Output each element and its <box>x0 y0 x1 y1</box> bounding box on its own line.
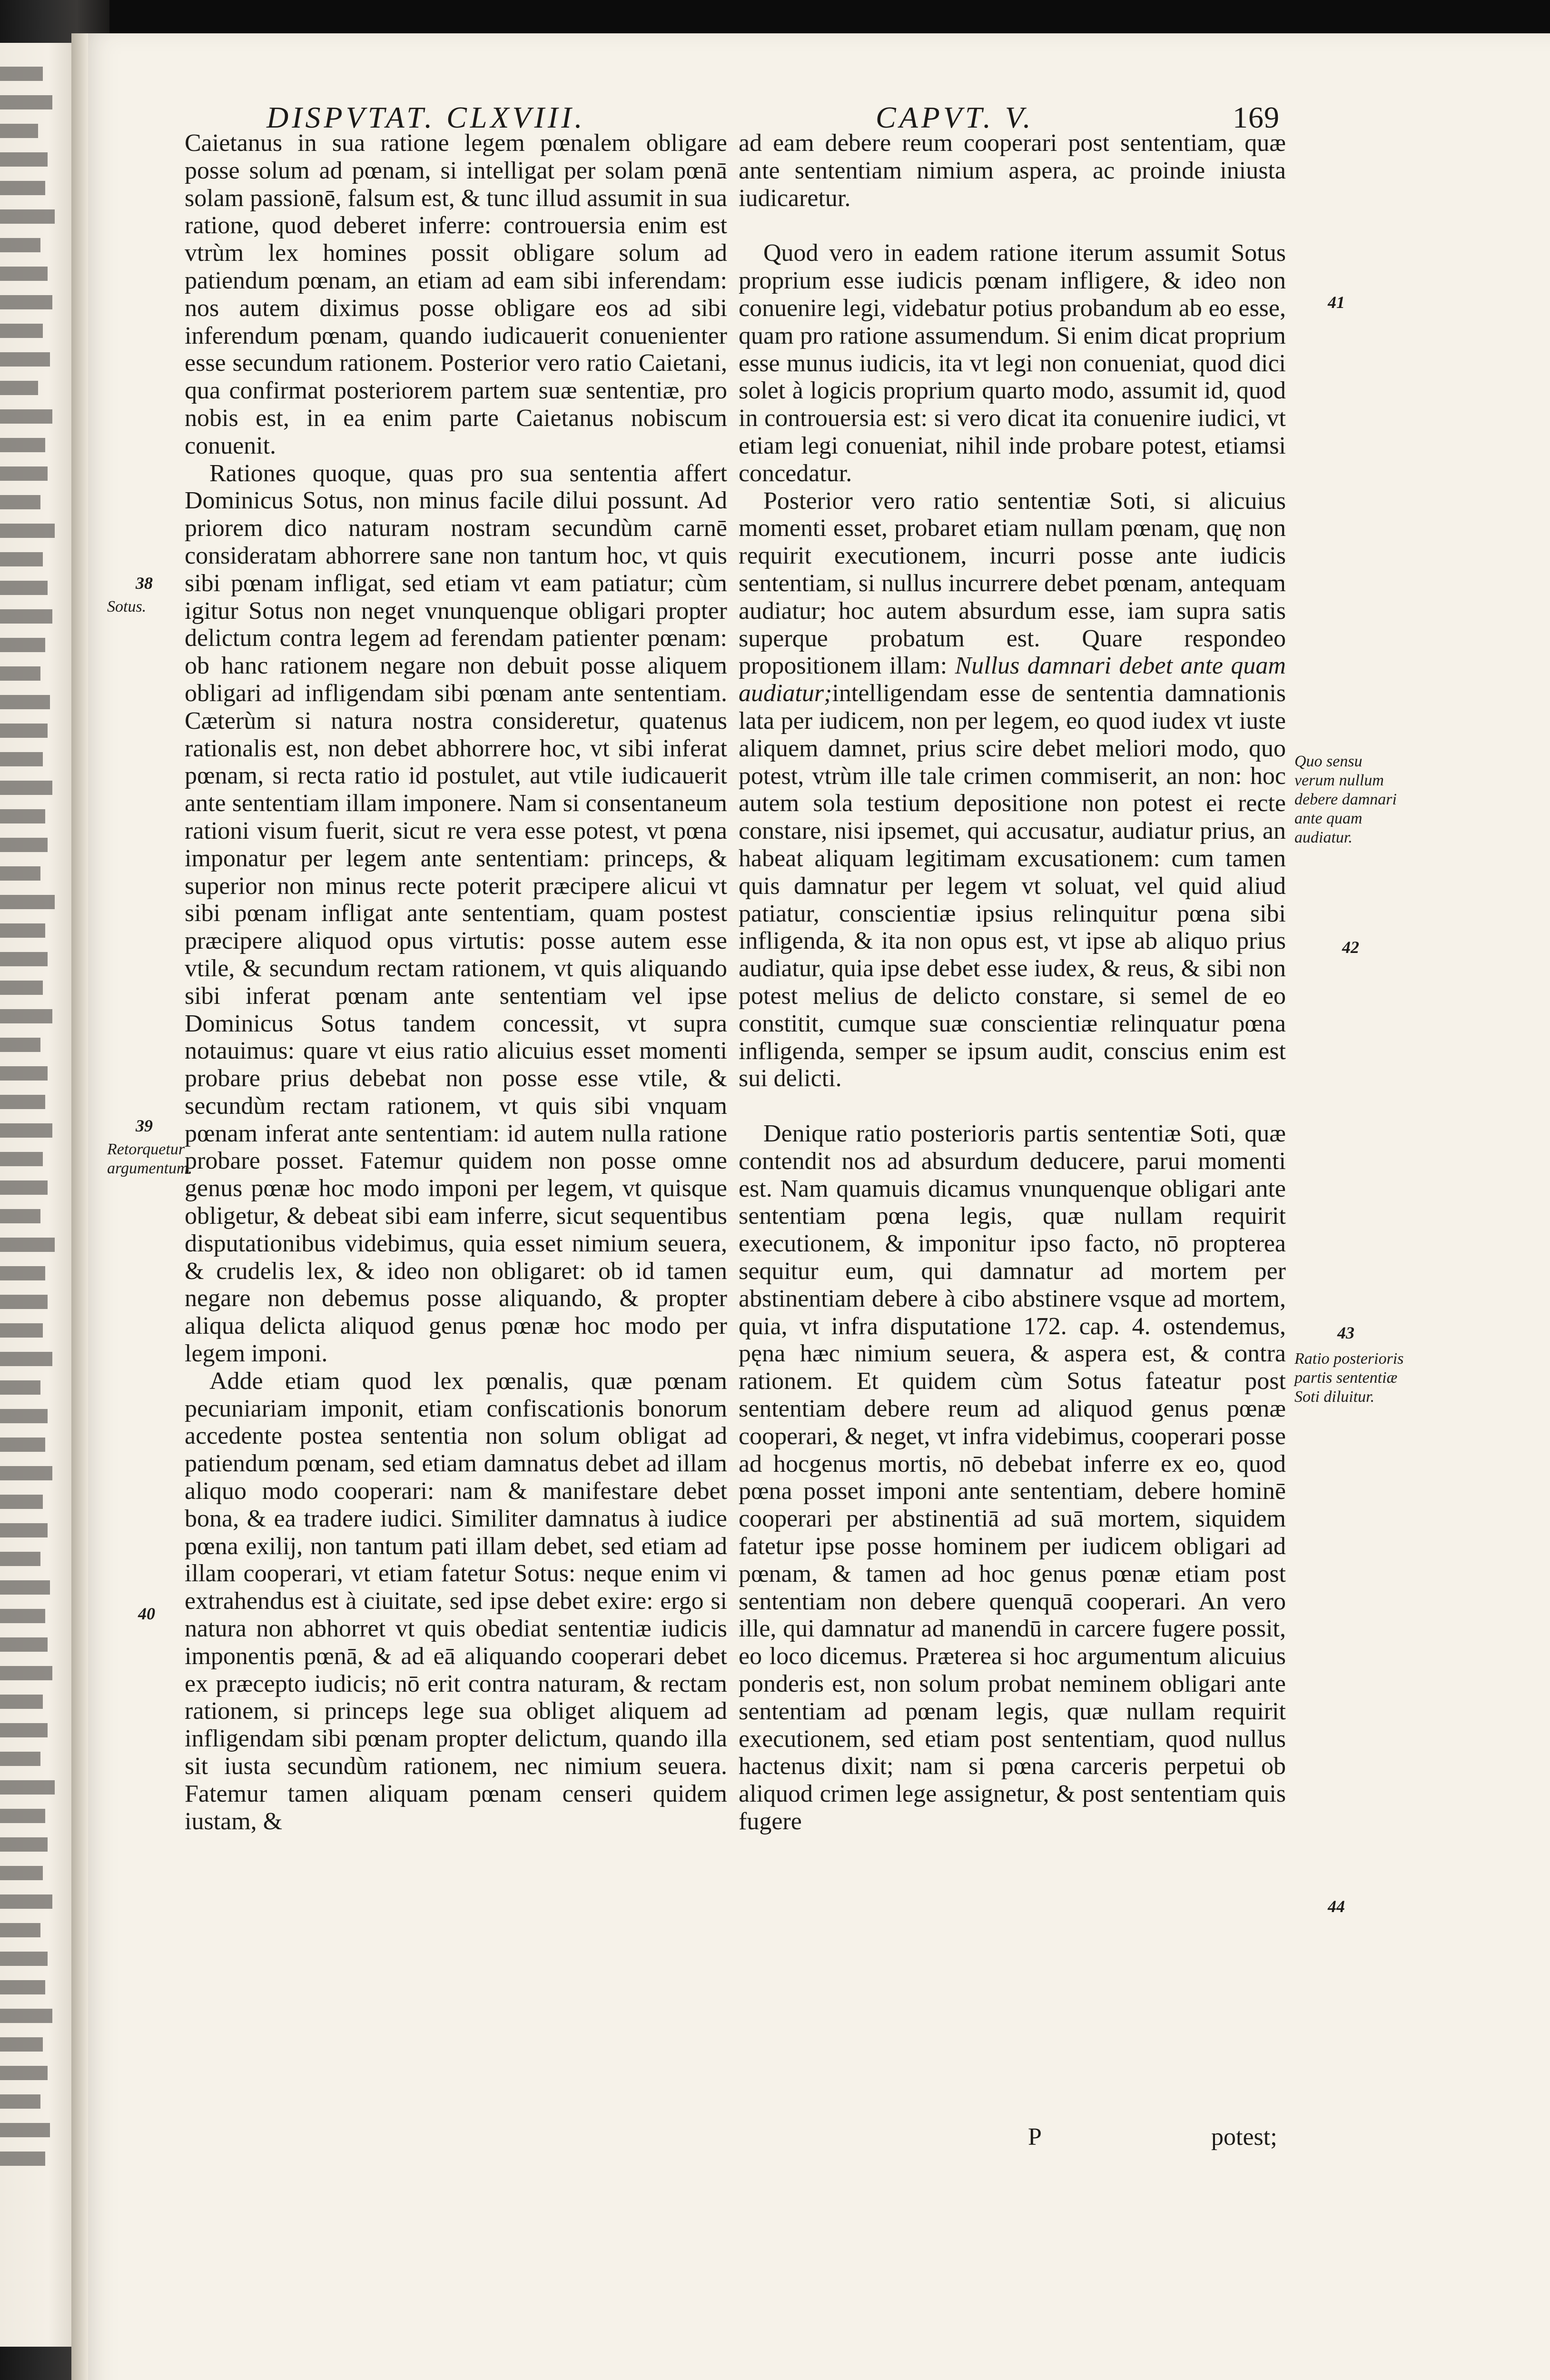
signature-mark: P <box>1028 2123 1042 2151</box>
paragraph: Rationes quoque, quas pro sua sententia affert Dominicus Sotus, non minus facile dilui possunt. Ad priorem dico naturam nostram secundùm carnē consideratam abhorrere sane non tantum hoc, vt quis sibi pœnam infligat, sed etiam vt eam patiatur; cùm igitur Sotus non neget vnunquenque obligari propter delictum contra legem ad ferendam patienter pœnam: ob hanc rationem negare non debuit posse aliquem obligari ad infligendam sibi pœnam ante sententiam. Cæterùm si natura nostra consideretur, quatenus rationalis est, non debet abhorrere hoc, vt sibi inferat pœnam, si recta ratio id postulet, aut vtile iudicauerit ante sententiam illam imponere. Nam si consentaneum rationi visum fuerit, sicut re vera esse potest, vt pœna imponatur per legem ante sententiam: princeps, & superior non minus recte poterit præcipere alicui vt sibi pœnam infligat ante sententiam, quam postest præcipere aliquod opus virtutis: posse autem esse vtile, & secundum rectam rationem, vt quis aliquando sibi inferat pœnam ante sententiam vel ipse Dominicus Sotus tandem concessit, vt supra notauimus: quare vt eius ratio alicuius esset momenti probare prius debebat non posse esse vtile, & secundùm rectam rationem, vt quis sibi vnquam pœnam inferat ante sententiam: id autem nulla ratione probare posset. Fatemur quidem non posse omne genus pœnæ hoc modo imponi per legem, vt quisque obligetur, & debeat sibi eam inferre, sicut sequentibus disputationibus videbimus, quia esset nimium seuera, & crudelis lex, & ideo non obligaret: ob id tamen negare non debemus posse aliquando, & propter aliqua delicta aliquod genus pœnæ hoc modo per legem imponi. <box>185 459 727 1368</box>
margin-note: Retorquetur argumentum. <box>107 1140 193 1177</box>
margin-note: Sotus. <box>107 598 147 615</box>
paragraph: Denique ratio posterioris partis sententiæ Soti, quæ contendit nos ad absurdum deducere, parui momenti est. Nam quamuis dicamus vnunquenque obligari ante sententiam pœna legis, quæ nullam requirit executionem, & imponitur ipso facto, nō propterea sequitur eum, qui damnatur ad mortem per abstinentiam debere à cibo abstinere vsque ad mortem, quia, vt infra disputatione 172. cap. 4. ostendemus, pęna hæc nimium seuera, & aspera est, & contra rationem. Et quidem cùm Sotus fateatur post sententiam debere reum ad aliquod genus pœnæ cooperari, & neget, vt infra videbimus, cooperari posse ad hocgenus mortis, nō debebat inferre ex eo, quod pœna posset imponi ante sententiam, debere hominē cooperari per abstinentiā ad suā mortem, siquidem fatetur ipse posse hominem per iudicem obligari ad pœnam, & tamen ad hoc genus pœnæ etiam post sententiam non debere quenquā cooperari. An vero ille, qui damnatur ad manendū in carcere fugere possit, eo loco dicemus. Præterea si hoc argumentum alicuius ponderis est, non solum probat neminem obligari ante sententiam ad pœnam legis, quæ nullam requirit executionem, sed etiam post sententiam, quod nullus hactenus dixit; nam si pœna carceris perpetui ob aliquod crimen lege assignetur, & post sententiam quis fugere <box>739 1120 1286 1835</box>
right-text-column <box>739 129 1286 1835</box>
paragraph: ad eam debere reum cooperari post sententiam, quæ ante sententiam nimium aspera, ac proinde iniusta iudicaretur. <box>739 129 1286 212</box>
left-text-column <box>185 129 727 1835</box>
page-gutter <box>71 33 88 2380</box>
margin-number: 40 <box>138 1604 155 1623</box>
page-number: 169 <box>1233 100 1280 134</box>
margin-note: Quo sensu verum nullum debere damnari ante quam audiatur. <box>1294 753 1397 846</box>
margin-number: 39 <box>136 1116 153 1135</box>
margin-number: 43 <box>1337 1323 1354 1342</box>
margin-note: Ratio posterioris partis sententiæ Soti diluitur. <box>1294 1350 1404 1406</box>
catchword: potest; <box>1211 2123 1277 2151</box>
previous-page-edge <box>0 43 81 2347</box>
paragraph <box>739 487 1286 1093</box>
paragraph: Caietanus in sua ratione legem pœnalem obligare posse solum ad pœnam, si intelligat per solam pœnā solam passionē, falsum est, & tunc illud assumit in sua ratione, quod deberet inferre: controuersia enim est vtrùm lex homines possit obligare solum ad patiendum pœnam, an etiam ad eam sibi inferendam: nos autem diximus posse obligare eos ad sibi inferendum pœnam, quando iudicauerit conuenienter esse secundum rationem. Posterior vero ratio Caietani, qua confirmat posteriorem partem suæ sententiæ, pro nobis est, in ea enim parte Caietanus nobiscum conuenit. <box>185 129 727 459</box>
running-head-chapter: CAPVT. V. <box>876 100 1034 134</box>
running-head-left: DISPVTAT. CLXVIII. <box>267 100 586 134</box>
paragraph: Adde etiam quod lex pœnalis, quæ pœnam pecuniariam imponit, etiam confiscationis bonorum accedente postea sententia non solum obligat ad patiendum pœnam, sed etiam damnatus debet ad illam aliquo modo cooperari: nam & manifestare debet bona, & ea tradere iudici. Similiter damnatus à iudice pœna exilij, non tantum pati illam debet, sed etiam ad illam cooperari, vt etiam fatetur Sotus: neque enim vi extrahendus est à ciuitate, sed ipse debet exire: ergo si natura non abhorret vt quis obediat sententiæ iudicis imponentis pœnā, & ad eā aliquando cooperari debet ex præcepto iudicis; nō erit contra naturam, & rectam rationem, si princeps lege sua obliget aliquem ad infligendam sibi pœnam propter delictum, quando illa sit iusta secundùm rationem, nec nimium seuera. Fatemur tamen aliquam pœnam censeri quidem iustam, & <box>185 1367 727 1835</box>
paragraph: Quod vero in eadem ratione iterum assumit Sotus proprium esse iudicis pœnam infligere, & ideo non conuenire legi, videbatur potius probandum ab eo esse, quam pro ratione assumendum. Si enim dicat proprium esse munus iudicis, ita vt legi non conueniat, quod dici solet à logicis proprium quarto modo, assumit id, quod in controuersia est: si vero dicat ita conuenire iudici, vt etiam legi conueniat, nihil inde probare potest, etiamsi concedatur. <box>739 239 1286 487</box>
italic-quote: Nullus damnari debet ante quam audiatur; <box>739 652 1286 707</box>
paragraph-text: intelligendam esse de sententia damnationis lata per iudicem, non per legem, eo quod iudex vt iuste aliquem damnet, prius scire debet meliori modo, quo potest, vtrùm ille tale crimen commiserit, an non: hoc autem sola testium depositione non potest ei recte constare, nisi ipsemet, qui accusatur, audiatur prius, an habeat aliquam legitimam excusationem: cum tamen quis damnatur per legem vt soluat, vel quid aliud patiatur, conscientiæ ipsius relinquitur pœna sibi infligenda, & ita non opus est, vt ipse ab aliquo prius audiatur, quia ipse debet esse iudex, & reus, & sibi non potest melius de delicto constare, si semel de eo constitit, cumque suæ conscientiæ relinquatur pœna infligenda, semper se ipsum audit, conscius enim est sui delicti. <box>739 680 1286 1092</box>
margin-number: 42 <box>1342 938 1359 957</box>
margin-number: 41 <box>1328 293 1345 312</box>
paragraph-text: Posterior vero ratio sententiæ Soti, si alicuius momenti esset, probaret etiam nullam pœnam, quę non requirit executionem, incurri posse ante iudicis sententiam, si nullus incurrere debet pœnam, antequam audiatur; hoc autem absurdum esse, iam supra satis superque probatum est. Quare respondeo propositionem illam: <box>739 487 1286 680</box>
margin-number: 38 <box>136 574 153 593</box>
margin-number: 44 <box>1328 1897 1345 1916</box>
